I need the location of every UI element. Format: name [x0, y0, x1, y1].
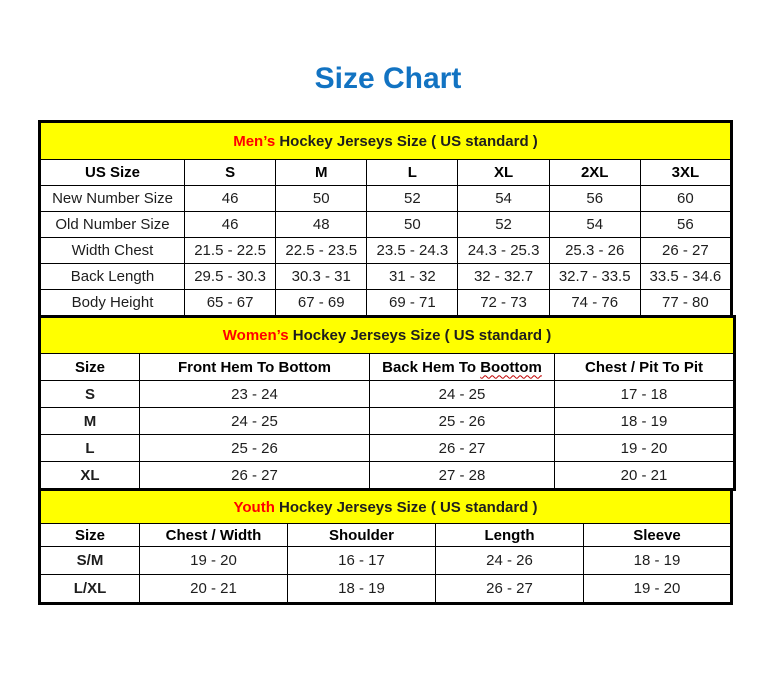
column-header: Length: [436, 524, 584, 547]
column-header: 2XL: [549, 160, 640, 186]
value-cell: 56: [640, 212, 731, 238]
table-row: [40, 290, 732, 317]
value-cell: 29.5 - 30.3: [185, 264, 276, 290]
column-header: Chest / Pit To Pit: [555, 354, 735, 381]
value-cell: 30.3 - 31: [276, 264, 367, 290]
value-cell: 54: [458, 186, 549, 212]
youth-table-banner: [40, 490, 732, 524]
table-row: [40, 435, 735, 462]
value-cell: 25 - 26: [140, 435, 370, 462]
mens-size-table: [38, 120, 733, 318]
value-cell: 52: [367, 186, 458, 212]
value-cell: 25 - 26: [370, 408, 555, 435]
size-label: S: [40, 381, 140, 408]
value-cell: 24.3 - 25.3: [458, 238, 549, 264]
youth-banner-highlight: Youth: [233, 498, 275, 516]
value-cell: 74 - 76: [549, 290, 640, 317]
value-cell: 52: [458, 212, 549, 238]
value-cell: 50: [276, 186, 367, 212]
value-cell: 21.5 - 22.5: [185, 238, 276, 264]
value-cell: 19 - 20: [584, 575, 732, 604]
value-cell: 20 - 21: [140, 575, 288, 604]
value-cell: 65 - 67: [185, 290, 276, 317]
womens-size-table: [38, 315, 736, 491]
column-header: S: [185, 160, 276, 186]
column-header: Front Hem To Bottom: [140, 354, 370, 381]
mens-header-row: [40, 160, 732, 186]
row-label: Body Height: [40, 290, 185, 317]
value-cell: 72 - 73: [458, 290, 549, 317]
size-label: XL: [40, 462, 140, 490]
mens-banner-text: Hockey Jerseys Size ( US standard ): [275, 132, 538, 150]
womens-header-row: [40, 354, 735, 381]
column-header: US Size: [40, 160, 185, 186]
page-title: Size Chart: [314, 62, 462, 95]
column-header: 3XL: [640, 160, 731, 186]
table-row: [40, 381, 735, 408]
table-row: [40, 408, 735, 435]
value-cell: 20 - 21: [555, 462, 735, 490]
column-header: XL: [458, 160, 549, 186]
youth-banner-text: Hockey Jerseys Size ( US standard ): [274, 498, 538, 516]
column-header: Chest / Width: [140, 524, 288, 547]
value-cell: 25.3 - 26: [549, 238, 640, 264]
value-cell: 54: [549, 212, 640, 238]
size-label: M: [40, 408, 140, 435]
column-header: Size: [40, 354, 140, 381]
column-header: M: [276, 160, 367, 186]
tables-container: [38, 120, 733, 605]
value-cell: 24 - 26: [436, 547, 584, 575]
womens-banner-highlight: Women’s: [222, 327, 289, 344]
value-cell: 32 - 32.7: [458, 264, 549, 290]
misspelled-word: Boottom: [480, 358, 542, 376]
value-cell: 18 - 19: [555, 408, 735, 435]
row-label: New Number Size: [40, 186, 185, 212]
table-row: [40, 186, 732, 212]
table-row: [40, 264, 732, 290]
value-cell: 27 - 28: [370, 462, 555, 490]
value-cell: 18 - 19: [584, 547, 732, 575]
value-cell: 24 - 25: [140, 408, 370, 435]
youth-header-row: [40, 524, 732, 547]
row-label: Width Chest: [40, 238, 185, 264]
value-cell: 31 - 32: [367, 264, 458, 290]
row-label: Back Length: [40, 264, 185, 290]
value-cell: 26 - 27: [640, 238, 731, 264]
youth-banner-row: [40, 490, 732, 524]
column-header: [370, 354, 555, 381]
value-cell: 16 - 17: [288, 547, 436, 575]
table-row: [40, 547, 732, 575]
table-row: [40, 212, 732, 238]
value-cell: 22.5 - 23.5: [276, 238, 367, 264]
value-cell: 77 - 80: [640, 290, 731, 317]
womens-table-banner: [40, 317, 735, 354]
value-cell: 69 - 71: [367, 290, 458, 317]
mens-banner-row: [40, 122, 732, 160]
table-row: [40, 575, 732, 604]
value-cell: 26 - 27: [436, 575, 584, 604]
value-cell: 50: [367, 212, 458, 238]
value-cell: 19 - 20: [555, 435, 735, 462]
value-cell: 60: [640, 186, 731, 212]
column-header: L: [367, 160, 458, 186]
value-cell: 48: [276, 212, 367, 238]
mens-banner-highlight: Men’s: [233, 132, 276, 150]
row-label: Old Number Size: [40, 212, 185, 238]
value-cell: 26 - 27: [370, 435, 555, 462]
value-cell: 56: [549, 186, 640, 212]
value-cell: 19 - 20: [140, 547, 288, 575]
value-cell: 67 - 69: [276, 290, 367, 317]
value-cell: 17 - 18: [555, 381, 735, 408]
value-cell: 46: [185, 186, 276, 212]
youth-size-table: [38, 488, 733, 605]
womens-banner-row: [40, 317, 735, 354]
value-cell: 23.5 - 24.3: [367, 238, 458, 264]
table-row: [40, 462, 735, 490]
value-cell: 23 - 24: [140, 381, 370, 408]
value-cell: 46: [185, 212, 276, 238]
size-label: L: [40, 435, 140, 462]
value-cell: 26 - 27: [140, 462, 370, 490]
column-header-text: Back Hem To: [382, 358, 481, 376]
column-header: Sleeve: [584, 524, 732, 547]
size-label: L/XL: [40, 575, 140, 604]
size-label: S/M: [40, 547, 140, 575]
column-header: Size: [40, 524, 140, 547]
table-row: [40, 238, 732, 264]
column-header: Shoulder: [288, 524, 436, 547]
value-cell: 32.7 - 33.5: [549, 264, 640, 290]
mens-table-banner: [40, 122, 732, 160]
value-cell: 24 - 25: [370, 381, 555, 408]
value-cell: 18 - 19: [288, 575, 436, 604]
value-cell: 33.5 - 34.6: [640, 264, 731, 290]
womens-banner-text: Hockey Jerseys Size ( US standard ): [288, 327, 552, 344]
